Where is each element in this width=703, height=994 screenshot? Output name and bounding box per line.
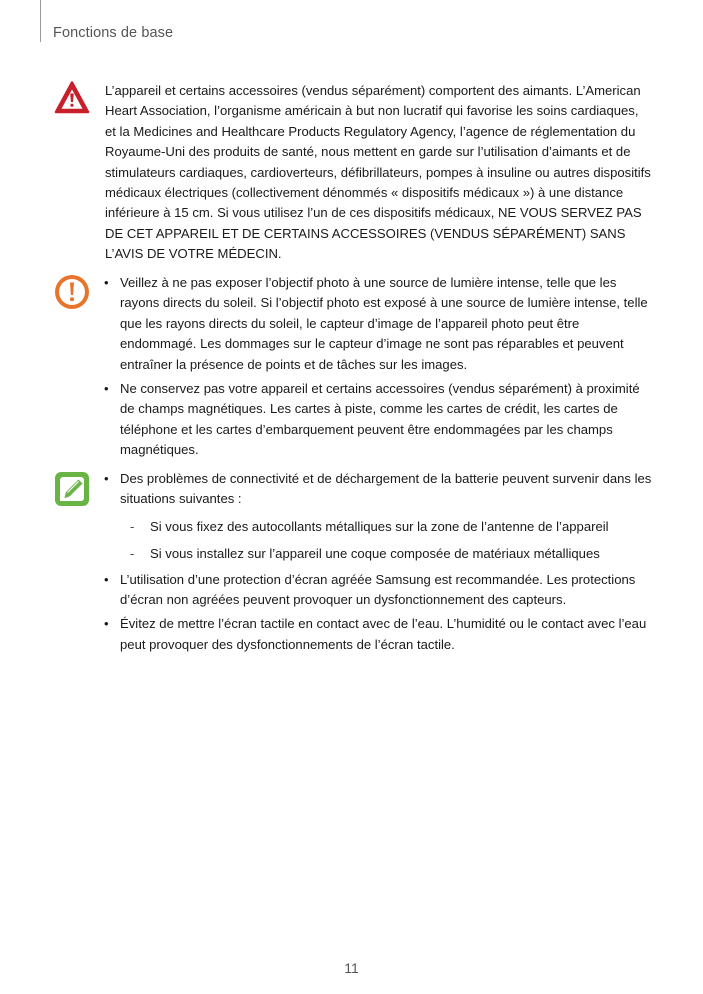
bullet-glyph: • <box>104 471 109 486</box>
note-subitem-text: Si vous installez sur l’appareil une coque composée de matériaux métalliques <box>150 546 600 562</box>
note-item-text: Des problèmes de connectivité et de déchargement de la batterie peuvent survenir dans les situations suivantes : <box>120 471 652 507</box>
caution-item <box>104 379 656 461</box>
bullet-glyph: • <box>104 571 109 587</box>
note-item-text: Évitez de mettre l’écran tactile en contact avec de l’eau. L’humidité ou le contact avec l’eau peut provoquer des dysfonctionnements de l’écran tactile. <box>120 616 647 652</box>
note-sublist <box>120 517 656 565</box>
note-item <box>104 469 656 565</box>
bullet-glyph: • <box>104 275 109 290</box>
page-number: 11 <box>344 960 359 976</box>
header-rule <box>40 0 41 42</box>
note-list <box>104 469 656 655</box>
note-subitem <box>120 544 656 564</box>
note-item <box>104 570 656 611</box>
warning-text: L’appareil et certains accessoires (vendus séparément) comportent des aimants. L’American Heart Association, l’organisme américain à but non lucratif qui favorise les soins cardiaques, et la Medicines and Healthcare Products Regulatory Agency, l’agence de réglementation du Royaume-Uni des produits de santé, nous mettent en garde sur l’utilisation d’aimants et de stimulateurs cardiaques, cardioverteurs, défibrillateurs, pompes à insuline ou autres dispositifs médicaux électriques (collectivement dénommés « dispositifs médicaux ») à une distance inférieure à 15 cm. Si vous utilisez l’un de ces dispositifs médicaux, NE VOUS SERVEZ PAS DE CET APPAREIL ET DE CERTAINS ACCESSOIRES (VENDUS SÉPARÉMENT) SANS L’AVIS DE VOTRE MÉDECIN. <box>105 83 651 262</box>
note-subitem-text: Si vous fixez des autocollants métalliques sur la zone de l’antenne de l’appareil <box>150 518 609 534</box>
note-subitem <box>120 517 656 537</box>
dash-glyph: - <box>130 546 135 562</box>
caution-list <box>104 273 656 461</box>
bullet-glyph: • <box>104 616 109 632</box>
section-title: Fonctions de base <box>53 25 174 41</box>
note-item-text: L’utilisation d’une protection d’écran agréée Samsung est recommandée. Les protections d’écran non agréées peuvent provoquer un dysfonctionnement des capteurs. <box>120 571 636 608</box>
dash-glyph: - <box>130 518 135 534</box>
caution-exclamation-icon <box>54 274 90 310</box>
note-pencil-icon <box>54 471 90 507</box>
note-item <box>104 614 656 655</box>
caution-item-text: Ne conservez pas votre appareil et certains accessoires (vendus séparément) à proximité de champs magnétiques. Les cartes à piste, comme les cartes de crédit, les cartes de téléphone et les cartes d’embarquement peuvent être endommagées par les champs magnétiques. <box>120 381 640 458</box>
warning-triangle-icon <box>54 80 90 116</box>
caution-item-text: Veillez à ne pas exposer l’objectif photo à une source de lumière intense, telle que les rayons directs du soleil. Si l’objectif photo est exposé à une source de lumière intense, telle que les rayons directs du soleil, le capteur d’image de l’appareil photo peut être endommagé. Les dommages sur le capteur d’image ne sont pas réparables et peuvent entraîner la présence de points et de tâches sur les images. <box>120 275 648 372</box>
caution-item <box>104 273 656 375</box>
bullet-glyph: • <box>104 381 109 397</box>
